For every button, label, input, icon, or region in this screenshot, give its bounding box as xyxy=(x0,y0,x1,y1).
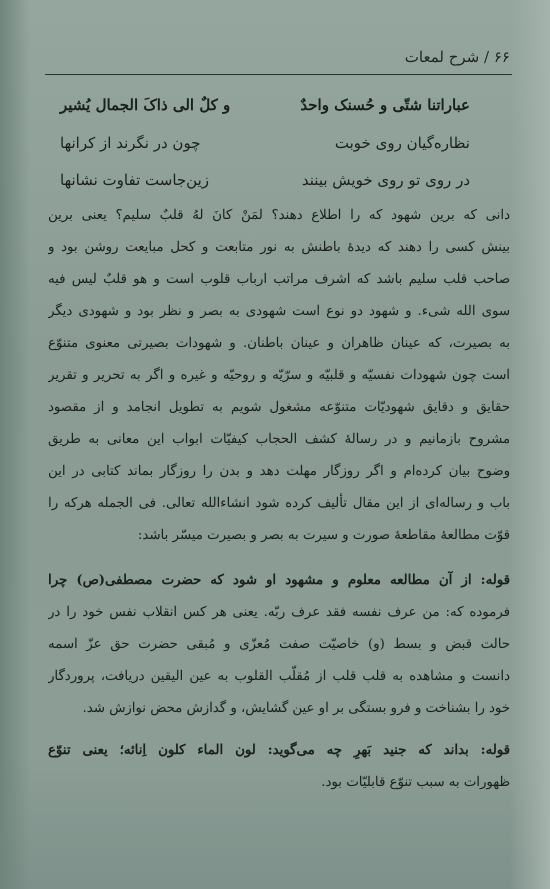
text-line: دانی که برین شهود که را اطلاع دهند؟ لمَنْ کانَ لهُ قلبٌ سلیم؟ یعنی برین xyxy=(48,208,510,223)
book-title: شرح لمعات xyxy=(404,48,480,66)
text-line: مشروح بازمانیم و در رسالهٔ کشف الحجاب کیفیّات ابواب این معانی به طریق xyxy=(48,432,510,447)
text-line: سوی الله شیء. و شهود دو نوع است شهودی به بصر و نظر بود و شهودی دیگر xyxy=(48,304,510,319)
text-line: دانست و مشاهده به قلب قلب از مُقلّب القلوب به عین الیقین دریافت، پروردگار xyxy=(48,669,510,684)
text-line: فرموده که: من عرف نفسه فقد عرف ربّه. یعنی هر کس انقلاب نفس خود را در xyxy=(48,605,510,620)
text-line: خود را بشناخت و فرو بستگی بر او عین گشایش، و گدازش محض نوازش شد. xyxy=(82,701,510,716)
verse-hemistich-left: زین‌جاست تفاوت نشانها xyxy=(60,171,209,189)
text-line: قوّت مطالعهٔ مقاطعهٔ صورت و سیرت به بصر و بصیرت میسّر باشد: xyxy=(137,528,510,543)
verse-hemistich-left: و کلٌ الی ذاکَ الجمال یُشیر xyxy=(60,96,231,114)
text-line-heading: قوله: از آن مطالعه معلوم و مشهود او شود که حضرت مصطفی(ص) چرا xyxy=(48,573,510,588)
header-separator: / xyxy=(484,48,490,66)
text-line: حقایق و دقایق شهودیّات متنوّعه مشغول شویم به تطویل انجامد و از مقصود xyxy=(48,400,510,415)
text-line: حالت قبض و بسط (و) خاصیّت صفت مُعزّی و مُبقی حضرت حق عزّ اسمه xyxy=(48,637,510,652)
verse-line xyxy=(60,134,470,162)
text-line: باب و رساله‌ای از این مقال تألیف کرده شود انشاءالله تعالی. فی الجمله هرکه را xyxy=(48,496,510,511)
verse-hemistich-left: چون در نگرند از کرانها xyxy=(60,134,201,152)
verse-hemistich-right: در روی تو روی خویش بینند xyxy=(301,171,470,189)
verse-hemistich-right: عباراتنا شتّی و حُسنک واحدٌ xyxy=(300,96,470,114)
verse-line xyxy=(60,171,470,199)
page-header xyxy=(405,48,510,72)
text-line: به بصیرت، که عینان ظاهران و عینان باطنان. و شهودات بصیرتی معنوی متنوّع xyxy=(48,336,510,351)
text-line: ظهورات به سبب تنوّع قابلیّات بود. xyxy=(321,775,510,790)
text-line: وضوح بیان کرده‌ام و اگر روزگار مهلت دهد و بدن را روزگار بماند کتابی در این xyxy=(48,464,510,479)
text-line: بینش کسی را دهند که دیدهٔ باطنش به نور متابعت و کحل مبایعت روشن بود و xyxy=(48,240,510,255)
verse-hemistich-right: نظاره‌گیان روی خوبت xyxy=(334,134,470,152)
text-line-heading: قوله: بداند که جنید بَهرِ چه می‌گوید: لون الماء کلون اِنائه؛ یعنی تنوّع xyxy=(48,743,510,758)
text-line: است چون شهودات نفسیّه و قلبیّه و سرّیّه و روحیّه و غیره و اگر به تحریر و تقریر xyxy=(48,368,510,383)
page-number: ۶۶ xyxy=(493,48,510,66)
verse-line xyxy=(60,96,470,124)
text-line: صاحب قلب سلیم باشد که اشرف مراتب ارباب قلوب است و هو قلبٌ لیس فیه xyxy=(48,272,510,287)
header-divider xyxy=(45,74,512,75)
